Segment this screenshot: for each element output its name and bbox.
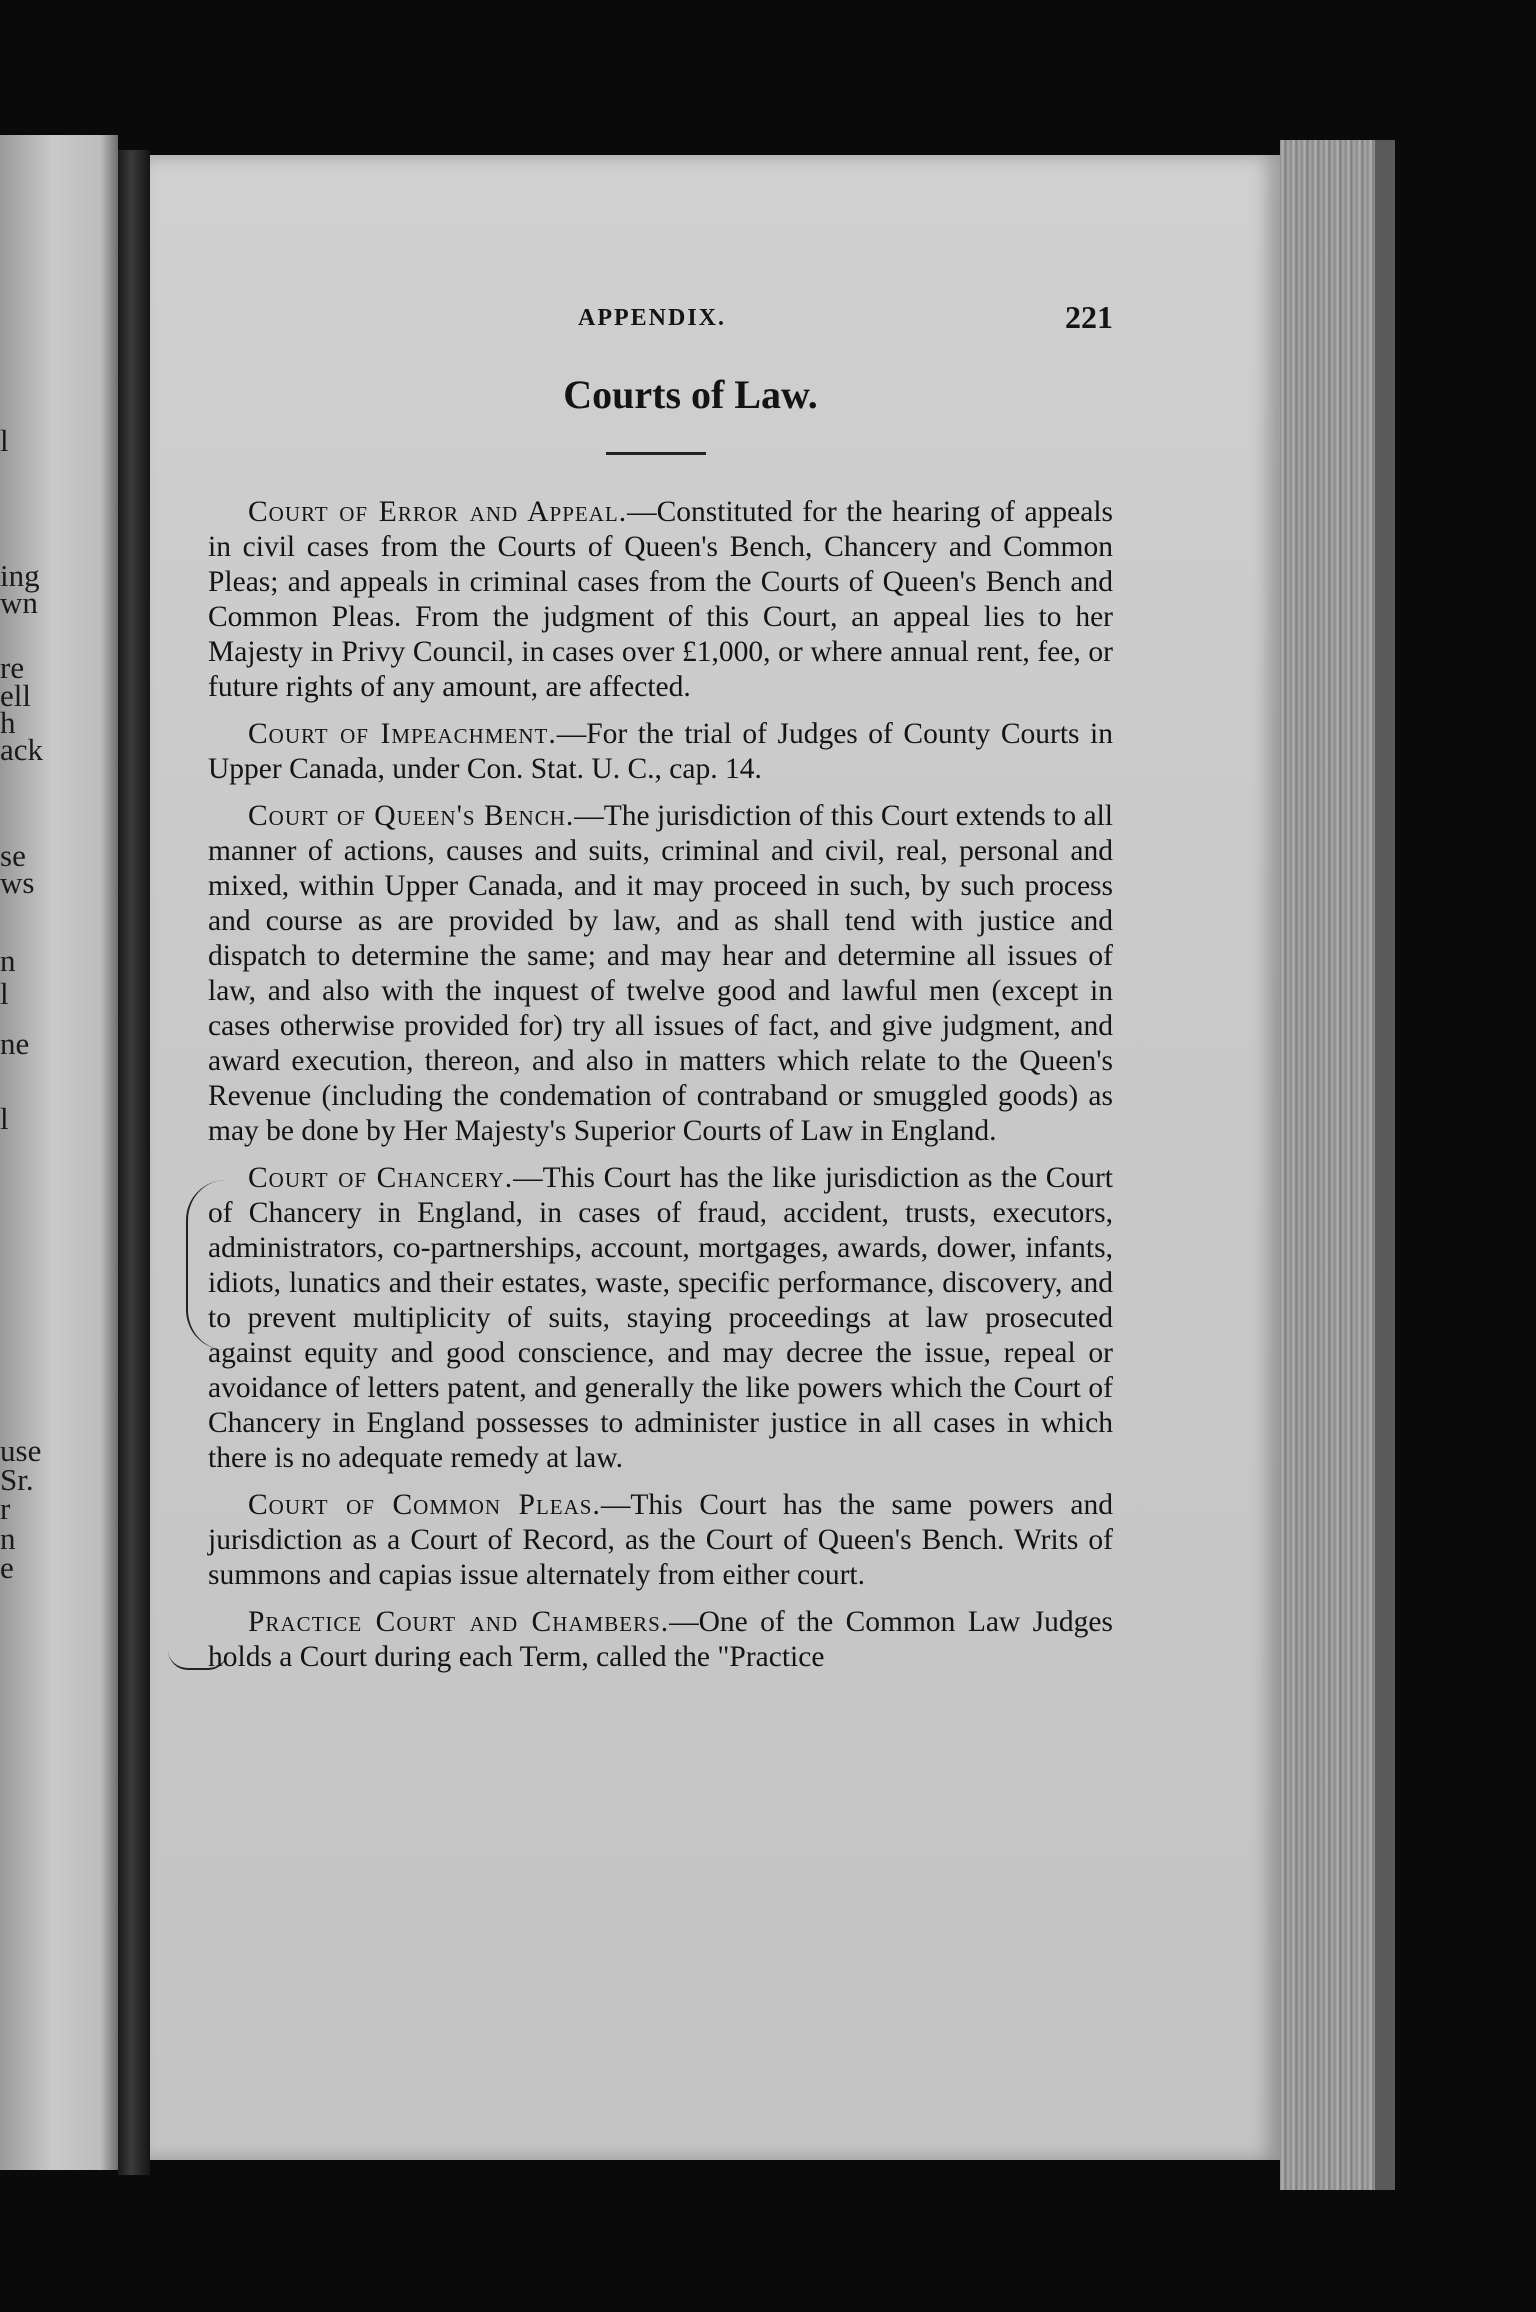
left-page-fragment: use [0,1433,42,1468]
left-page-fragment: r [0,1491,11,1526]
section-lead: Court of Error and Appeal. [248,496,628,528]
left-page-fragment: ne [0,1026,30,1061]
section-chancery [208,1161,1113,1476]
section-lead: Court of Impeachment. [248,718,557,750]
section-body: —This Court has the like jurisdiction as the Court of Chancery in England, in cases of fraud, accident, trusts, executors, administrators, co-partnerships, account, mortgages, awards, dower, infants, idiots, lunatics and their estates, waste, specific performance, discovery, and to prevent multiplicity of suits, staying proceedings at law prosecuted against equity and good conscience, and may decree the issue, repeal or avoidance of letters patent, and generally the like powers which the Court of Chancery in England possesses to administer justice in all cases in which there is no adequate remedy at law. [208,1162,1113,1474]
section-body: —One of the Common Law Judges holds a Court during each Term, called the "Practice [208,1606,1113,1673]
heading-rule [606,452,706,455]
left-page-fragment: n [0,943,16,978]
page-edges [1280,140,1375,2190]
section-lead: Practice Court and Chambers. [248,1606,670,1638]
left-page-fragment: re [0,650,25,685]
section-error-and-appeal [208,495,1113,705]
page-content [208,299,1113,1675]
left-page-fragment: l [0,1101,9,1136]
section-body: —This Court has the same powers and jurisdiction as a Court of Record, as the Court of Queen's Bench. Writs of summons and capias issue alternately from either court. [208,1489,1113,1591]
left-page-fragment: ack [0,732,44,767]
left-page-fragment: wn [0,585,38,620]
left-page-fragment: ing [0,558,40,593]
left-page-fragment: n [0,1521,16,1556]
left-page-fragment: l [0,976,9,1011]
section-common-pleas [208,1488,1113,1593]
left-page-fragment: se [0,838,26,873]
section-body: —For the trial of Judges of County Courts in Upper Canada, under Con. Stat. U. C., cap. 14. [208,718,1113,785]
section-body: —Constituted for the hearing of appeals in civil cases from the Courts of Queen's Bench, Chancery and Common Pleas; and appeals in criminal cases from the Courts of Queen's Bench and Common Pleas. From the judgment of this Court, an appeal lies to her Majesty in Privy Council, in cases over £1,000, or where annual rent, fee, or future rights of any amount, are affected. [208,496,1113,703]
book-gutter [118,150,150,2175]
left-page-fragment: h [0,705,16,740]
running-head [208,299,1113,349]
left-page-fragment: l [0,423,9,458]
section-body: —The jurisdiction of this Court extends to all manner of actions, causes and suits, criminal and civil, real, personal and mixed, within Upper Canada, and it may proceed in such, by such process and course as are provided by law, and as shall tend with justice and dispatch to determine the same; and may hear and determine all issues of law, and also with the inquest of twelve good and lawful men (except in cases otherwise provided for) try all issues of fact, and give judgment, and award execution, thereon, and also in matters which relate to the Queen's Revenue (including the condemation of contraband or smuggled goods) as may be done by Her Majesty's Superior Courts of Law in England. [208,800,1113,1147]
left-page-fragment: Sr. [0,1462,34,1497]
section-impeachment [208,717,1113,787]
section-lead: Court of Chancery. [248,1162,514,1194]
page-heading: Courts of Law. [563,372,818,417]
section-lead: Court of Queen's Bench. [248,800,575,832]
page-number: 221 [1065,299,1113,335]
section-lead: Court of Common Pleas. [248,1489,601,1521]
section-practice-court [208,1605,1113,1675]
page-edge-shadow [1375,140,1395,2190]
left-page-fragment: ell [0,678,31,713]
left-page-fragment: e [0,1550,14,1585]
section-queens-bench [208,799,1113,1149]
running-title: APPENDIX. [578,305,726,331]
left-facing-page [0,135,118,2170]
left-page-fragment: ws [0,865,35,900]
